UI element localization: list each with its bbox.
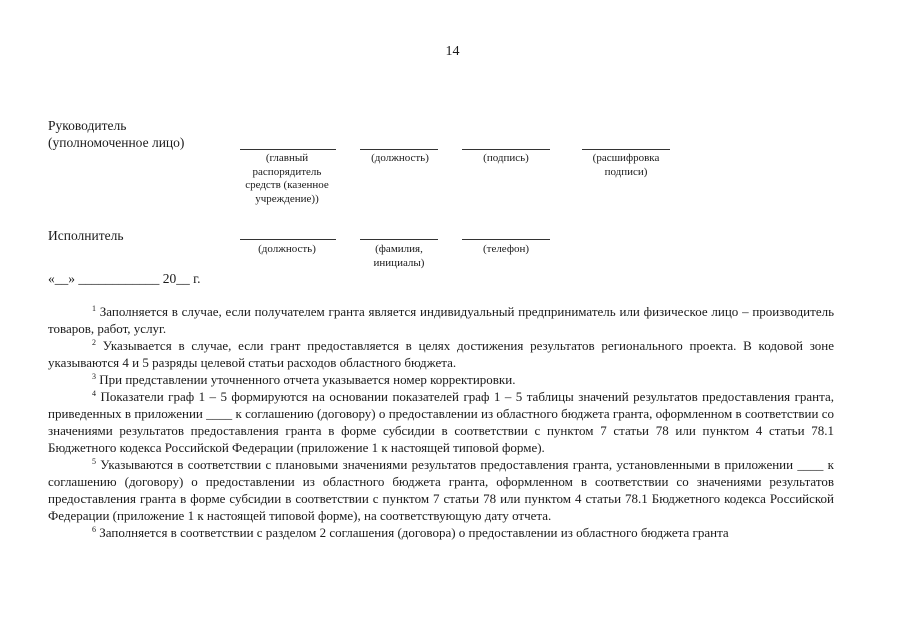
signature-line-position	[360, 149, 438, 150]
footnote-text: При представлении уточненного отчета указывается номер корректировки.	[99, 372, 516, 387]
caption-executor-phone: (телефон)	[482, 243, 530, 255]
executor-label: Исполнитель	[48, 228, 124, 243]
footnote-3	[48, 371, 834, 388]
footnote-text: Заполняется в случае, если получателем гранта является индивидуальный предприниматель или физическое лицо – производитель товаров, работ, услуг.	[48, 304, 835, 336]
footnote-marker: 5	[92, 457, 96, 466]
caption-position: (должность)	[371, 152, 429, 164]
footnote-1	[48, 303, 834, 337]
page-number: 14	[445, 44, 460, 59]
footnote-text: Указываются в соответствии с плановыми значениями результатов предоставления гранта, установленными в приложении ____ к соглашению (договору) о предоставлении из областного бюджета гранта, оформленном в соответствии со значениями результатов предоставления гранта в форме субсидии в соответствии с пунктом 7 статьи 78 или пунктом 4 статьи 78.1 Бюджетного кодекса Российской Федерации (приложение 1 к настоящей типовой форме), на соответствующую дату отчета.	[48, 457, 834, 523]
footnote-marker: 2	[92, 338, 96, 347]
footnote-marker: 3	[92, 372, 96, 381]
footnote-2	[48, 337, 834, 371]
footnote-4	[48, 388, 834, 456]
signature-line-manager	[240, 149, 336, 150]
footnote-marker: 4	[92, 389, 96, 398]
footnote-text: Показатели граф 1 – 5 формируются на основании показателей граф 1 – 5 таблицы значений результатов предоставления гранта, приведенных в приложении ____ к соглашению (договору) о предоставлении из областного бюджета гранта, оформленном в соответствии со значениями результатов предоставления гранта в форме субсидии в соответствии с пунктом 7 статьи 78 или пунктом 4 статьи 78.1 Бюджетного кодекса Российской Федерации (приложение 1 к настоящей типовой форме).	[48, 389, 834, 455]
footnote-text: Указывается в случае, если грант предоставляется в целях достижения результатов регионального проекта. В кодовой зоне указываются 4 и 5 разряды целевой статьи расходов областного бюджета.	[48, 338, 834, 370]
footnote-marker: 1	[92, 304, 96, 313]
caption-manager: (главный распорядитель средств (казенное учреждение))	[245, 152, 329, 205]
caption-executor-position: (должность)	[258, 243, 316, 255]
caption-decoding: (расшифровка подписи)	[592, 152, 660, 178]
footnote-text: Заполняется в соответствии с разделом 2 соглашения (договора) о предоставлении из областного бюджета гранта	[99, 525, 729, 540]
executor-line-name	[360, 239, 438, 240]
signature-line-signature	[462, 149, 550, 150]
signature-line-decoding	[582, 149, 670, 150]
date-line: «__» ____________ 20__ г.	[48, 271, 201, 286]
footnote-5	[48, 456, 834, 524]
footnote-6	[48, 524, 834, 541]
executor-line-phone	[462, 239, 550, 240]
executor-line-position	[240, 239, 336, 240]
caption-executor-name: (фамилия, инициалы)	[373, 243, 425, 269]
footnote-marker: 6	[92, 525, 96, 534]
head-label: Руководитель	[48, 118, 127, 133]
caption-signature: (подпись)	[483, 152, 529, 164]
head-sublabel: (уполномоченное лицо)	[48, 135, 185, 150]
footnotes	[48, 303, 834, 541]
